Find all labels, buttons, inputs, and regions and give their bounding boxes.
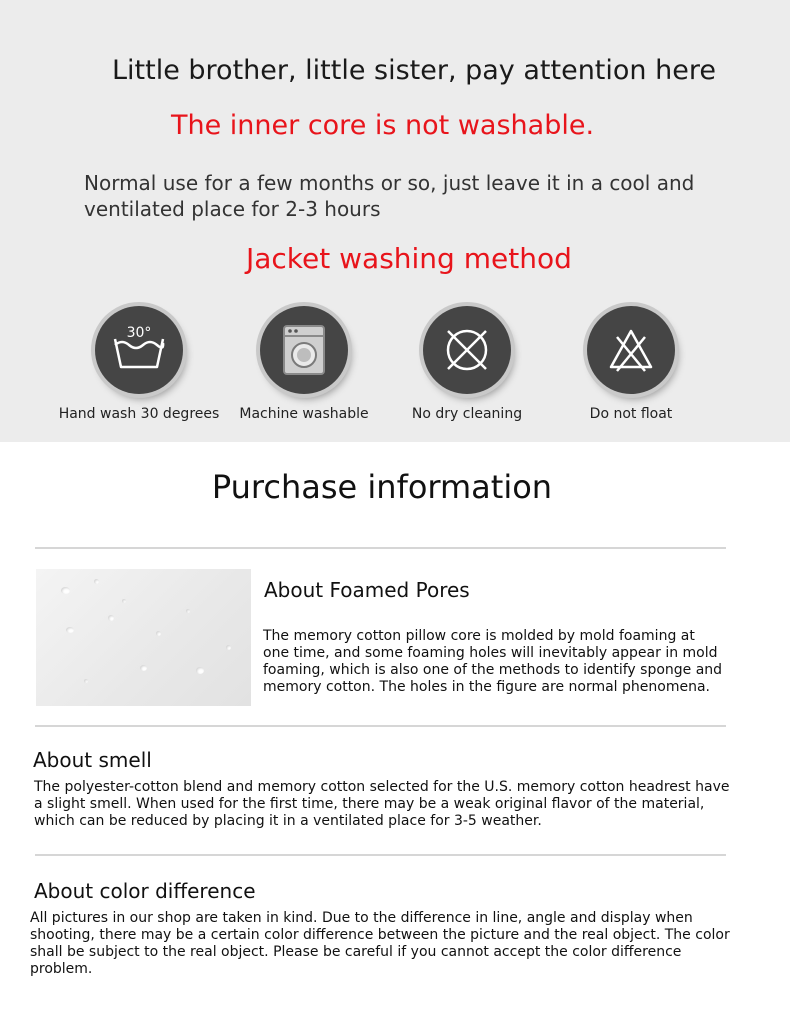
divider (35, 725, 726, 727)
care-label: Hand wash 30 degrees (58, 406, 220, 422)
attention-headline: Little brother, little sister, pay attention here (112, 55, 716, 86)
care-symbol-do-not-bleach (546, 306, 716, 422)
do-not-bleach-icon (587, 306, 675, 394)
section-text-smell: The polyester-cotton blend and memory cotton selected for the U.S. memory cotton headrest have a slight smell. When used for the first time, there may be a weak original flavor of the material, which can be reduced by placing it in a ventilated place for 3-5 weather. (34, 779, 730, 829)
purchase-info-title: Purchase information (211, 468, 553, 506)
care-label: No dry cleaning (411, 406, 523, 422)
wash-temperature: 30° (126, 325, 152, 341)
section-title-color-difference: About color difference (34, 879, 256, 903)
inner-core-warning: The inner core is not washable. (171, 110, 595, 141)
care-label: Do not float (589, 406, 673, 422)
usage-note: Normal use for a few months or so, just leave it in a cool and ventilated place for 2-3 hours (84, 171, 695, 221)
section-text-color-difference: All pictures in our shop are taken in kind. Due to the difference in line, angle and display when shooting, there may be a certain color difference between the picture and the real object. The color shall be subject to the real object. Please be careful if you cannot accept the color difference problem. (30, 910, 730, 977)
hand-wash-30-icon (95, 306, 183, 394)
section-text-foamed-pores: The memory cotton pillow core is molded by mold foaming at one time, and some foaming holes will inevitably appear in mold foaming, which is also one of the methods to identify sponge and memory cotton. The holes in the figure are normal phenomena. (263, 628, 723, 695)
divider (35, 854, 726, 856)
section-title-smell: About smell (33, 748, 152, 772)
care-label: Machine washable (239, 406, 369, 422)
divider (35, 547, 726, 549)
care-symbol-hand-wash (54, 306, 224, 422)
washing-method-title: Jacket washing method (246, 242, 572, 275)
care-symbol-no-dry-clean (382, 306, 552, 422)
section-title-foamed-pores: About Foamed Pores (264, 578, 470, 602)
washing-machine-icon (260, 306, 348, 394)
care-section (0, 0, 790, 442)
care-symbol-machine-wash (219, 306, 389, 422)
foam-pores-image (36, 569, 251, 706)
no-dry-clean-icon (423, 306, 511, 394)
